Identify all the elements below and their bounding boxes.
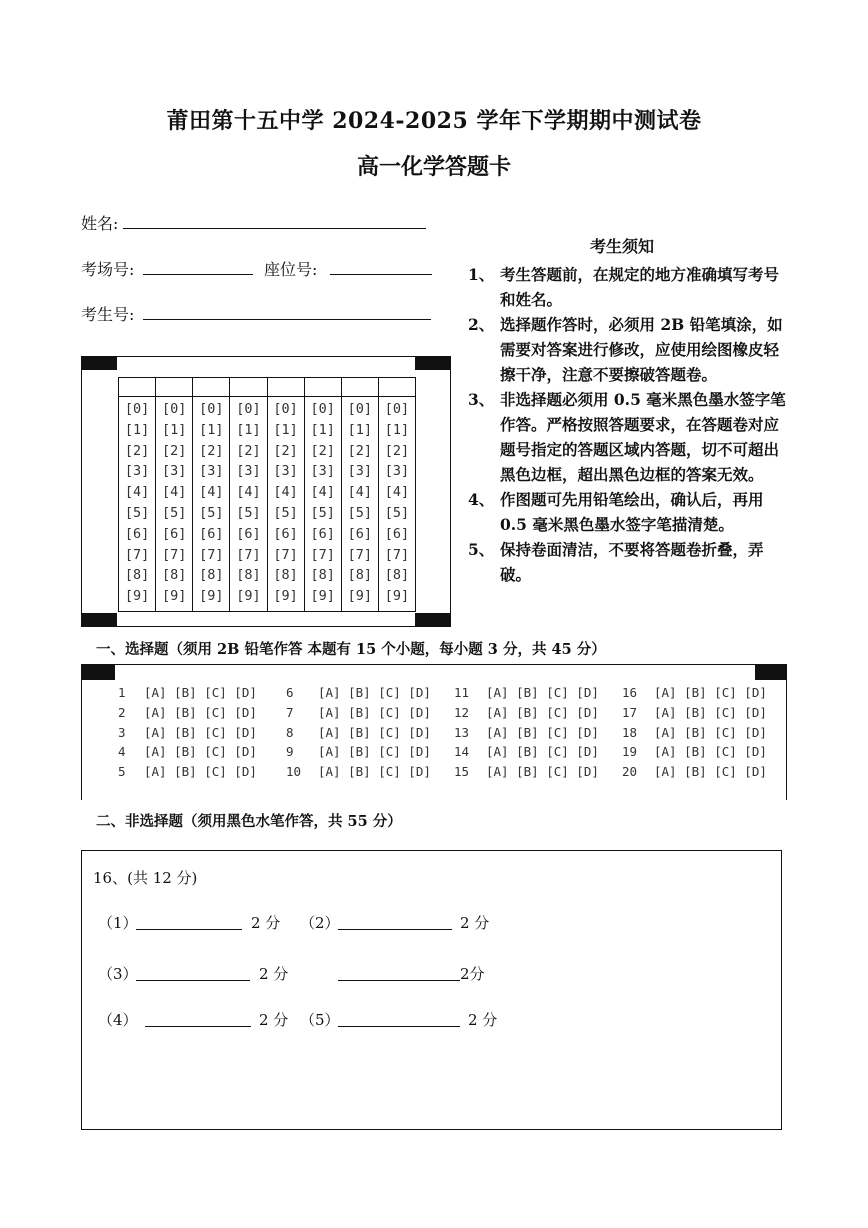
notice-item: 2、 选择题作答时，必须用 2B 铅笔填涂，如需要对答案进行修改，应使用绘图橡皮轻擦干净，注意不要擦破答题卷。	[468, 315, 783, 384]
digit-bubble[interactable]: [6]	[124, 525, 150, 542]
digit-bubble[interactable]: [9]	[384, 588, 410, 605]
digit-bubble[interactable]: [7]	[161, 546, 187, 563]
exam-room-label: 考场号:	[81, 260, 135, 279]
part-3b-score: 2分	[460, 965, 485, 983]
question-number: 15	[454, 764, 470, 780]
question-number: 14	[454, 744, 470, 760]
question-number: 4	[118, 744, 126, 760]
multiple-choice-box	[81, 664, 787, 800]
digit-bubble[interactable]: [5]	[236, 504, 261, 521]
question-number: 8	[286, 724, 294, 740]
digit-bubble[interactable]: [3]	[347, 463, 372, 480]
registration-mark	[81, 664, 115, 680]
digit-bubble[interactable]: [6]	[161, 525, 187, 542]
question-number: 10	[286, 764, 302, 780]
question-number: 13	[454, 724, 470, 740]
seat-label: 座位号:	[264, 260, 318, 279]
question-row	[118, 742, 278, 762]
answer-bubbles[interactable]: [A] [B] [C] [D]	[318, 724, 431, 740]
question-row	[286, 762, 446, 782]
digit-bubble[interactable]: [2]	[310, 442, 335, 459]
registration-mark	[415, 613, 451, 627]
notice-item: 5、 保持卷面清洁，不要将答题卷折叠，弄破。	[468, 540, 764, 584]
digit-bubble[interactable]: [0]	[124, 401, 150, 417]
part-2-answer-line[interactable]	[338, 929, 452, 930]
question-row	[286, 703, 446, 723]
digit-bubble[interactable]: [9]	[347, 588, 372, 605]
part-5-score: 2 分	[468, 1011, 498, 1029]
question-16-title: 16、(共 12 分)	[93, 869, 198, 887]
digit-bubble[interactable]: [8]	[161, 567, 187, 584]
notice-list	[468, 262, 788, 587]
answer-bubbles[interactable]: [A] [B] [C] [D]	[144, 724, 257, 740]
digit-bubble[interactable]: [6]	[384, 525, 410, 542]
question-number: 9	[286, 744, 294, 760]
notice-item: 3、 非选择题必须用 0.5 毫米黑色墨水签字笔作答。严格按照答题要求，在答题卷对应题号指定的答题区域内答题，切不可超出黑色边框，超出黑色边框的答案无效。	[468, 390, 786, 484]
question-number: 2	[118, 704, 126, 720]
digit-bubble[interactable]: [7]	[347, 546, 372, 563]
digit-bubble[interactable]: [8]	[236, 567, 261, 584]
student-id-field[interactable]	[143, 319, 431, 320]
digit-bubble[interactable]: [5]	[273, 504, 298, 521]
section-1-title: 一、选择题（须用 2B 铅笔作答 本题有 15 个小题，每小题 3 分，共 45 分）	[96, 641, 606, 658]
digit-write-row	[118, 377, 416, 397]
question-number: 19	[622, 744, 638, 760]
question-row	[454, 762, 614, 782]
digit-bubble[interactable]: [0]	[347, 401, 372, 417]
answer-bubbles[interactable]: [A] [B] [C] [D]	[654, 764, 767, 780]
answer-bubbles[interactable]: [A] [B] [C] [D]	[144, 704, 257, 720]
question-number: 20	[622, 764, 638, 780]
digit-column	[268, 397, 305, 611]
question-group	[622, 683, 782, 782]
answer-bubbles[interactable]: [A] [B] [C] [D]	[654, 704, 767, 720]
digit-bubble[interactable]: [5]	[124, 504, 150, 521]
question-row	[118, 703, 278, 723]
answer-bubbles[interactable]: [A] [B] [C] [D]	[318, 744, 431, 760]
part-4-label: （4）	[98, 1011, 138, 1029]
digit-column	[230, 397, 267, 611]
digit-bubble[interactable]: [4]	[347, 484, 372, 501]
digit-column	[305, 397, 342, 611]
digit-bubble[interactable]: [8]	[273, 567, 298, 584]
digit-column	[379, 397, 415, 611]
seat-field[interactable]	[330, 274, 432, 275]
question-row	[118, 762, 278, 782]
question-group	[286, 683, 446, 782]
digit-bubble[interactable]: [0]	[236, 401, 261, 417]
question-row	[622, 703, 782, 723]
notice-item: 1、 考生答题前，在规定的地方准确填写考号和姓名。	[468, 265, 780, 309]
question-number: 16	[622, 685, 638, 700]
digit-write-cell[interactable]	[193, 378, 230, 396]
question-number: 12	[454, 704, 470, 720]
part-1-label: （1）	[98, 914, 138, 932]
digit-bubble[interactable]: [2]	[199, 442, 224, 459]
part-4-score: 2 分	[259, 1011, 289, 1029]
digit-bubble[interactable]: [7]	[310, 546, 335, 563]
digit-write-cell[interactable]	[230, 378, 267, 396]
digit-bubble[interactable]: [6]	[236, 525, 261, 542]
digit-bubble[interactable]: [7]	[199, 546, 224, 563]
registration-mark	[415, 356, 451, 370]
question-number: 18	[622, 724, 638, 740]
digit-write-cell[interactable]	[379, 378, 415, 396]
digit-bubble[interactable]: [0]	[384, 401, 410, 417]
notice-item: 4、 作图题可先用铅笔绘出，确认后，再用 0.5 毫米黑色墨水签字笔描清楚。	[468, 490, 764, 534]
digit-bubble[interactable]: [2]	[384, 442, 410, 459]
digit-bubble[interactable]: [9]	[124, 588, 150, 605]
question-row	[622, 742, 782, 762]
answer-bubbles[interactable]: [A] [B] [C] [D]	[486, 764, 599, 780]
answer-bubbles[interactable]: [A] [B] [C] [D]	[144, 744, 257, 760]
digit-bubble[interactable]: [2]	[161, 442, 187, 459]
digit-bubble[interactable]: [4]	[384, 484, 410, 501]
digit-bubble[interactable]: [0]	[199, 401, 224, 417]
answer-bubbles[interactable]: [A] [B] [C] [D]	[144, 764, 257, 780]
digit-bubble[interactable]: [3]	[124, 463, 150, 480]
digit-bubble[interactable]: [1]	[347, 421, 372, 438]
digit-bubble[interactable]: [1]	[384, 421, 410, 438]
question-row	[286, 742, 446, 762]
digit-bubble[interactable]: [9]	[199, 588, 224, 605]
digit-bubble[interactable]: [7]	[273, 546, 298, 563]
digit-column	[193, 397, 230, 611]
exam-number-grid	[81, 356, 451, 627]
digit-bubble[interactable]: [3]	[384, 463, 410, 480]
answer-bubbles[interactable]: [A] [B] [C] [D]	[654, 724, 767, 740]
part-5-label: （5）	[300, 1011, 340, 1029]
digit-bubble[interactable]: [1]	[236, 421, 261, 438]
answer-bubbles[interactable]: [A] [B] [C] [D]	[654, 744, 767, 760]
digit-bubble[interactable]: [9]	[310, 588, 335, 605]
digit-bubble[interactable]: [3]	[236, 463, 261, 480]
part-1-score: 2 分	[251, 914, 281, 932]
digit-bubble[interactable]: [4]	[199, 484, 224, 501]
digit-bubble[interactable]: [8]	[347, 567, 372, 584]
digit-bubble[interactable]: [6]	[273, 525, 298, 542]
digit-bubble[interactable]: [1]	[199, 421, 224, 438]
digit-column	[156, 397, 193, 611]
answer-bubbles[interactable]: [A] [B] [C] [D]	[318, 685, 431, 700]
digit-bubble[interactable]: [4]	[236, 484, 261, 501]
question-row	[454, 683, 614, 703]
registration-mark	[81, 356, 117, 370]
answer-bubbles[interactable]: [A] [B] [C] [D]	[486, 685, 599, 700]
digit-bubble[interactable]: [5]	[384, 504, 410, 521]
student-id-label: 考生号:	[81, 305, 135, 324]
question-number: 11	[454, 685, 470, 700]
digit-bubble[interactable]: [3]	[273, 463, 298, 480]
digit-bubble[interactable]: [1]	[124, 421, 150, 438]
answer-bubbles[interactable]: [A] [B] [C] [D]	[486, 704, 599, 720]
digit-bubble[interactable]: [8]	[199, 567, 224, 584]
part-2-score: 2 分	[460, 914, 490, 932]
digit-bubble[interactable]: [5]	[347, 504, 372, 521]
question-number: 5	[118, 764, 126, 780]
part-5-answer-line[interactable]	[338, 1026, 460, 1027]
digit-bubble[interactable]: [2]	[124, 442, 150, 459]
digit-bubble[interactable]: [0]	[273, 401, 298, 417]
answer-bubbles[interactable]: [A] [B] [C] [D]	[486, 724, 599, 740]
digit-write-cell[interactable]	[268, 378, 305, 396]
question-row	[118, 723, 278, 743]
digit-column	[119, 397, 156, 611]
exam-title: 莆田第十五中学 2024-2025 学年下学期期中测试卷	[166, 108, 702, 134]
question-row	[622, 683, 782, 703]
digit-write-cell[interactable]	[305, 378, 342, 396]
question-number: 17	[622, 704, 638, 720]
question-row	[454, 703, 614, 723]
digit-bubble[interactable]: [7]	[236, 546, 261, 563]
digit-column	[342, 397, 379, 611]
digit-bubble[interactable]: [6]	[347, 525, 372, 542]
question-group	[454, 683, 614, 782]
digit-bubble[interactable]: [5]	[310, 504, 335, 521]
digit-bubble[interactable]: [1]	[310, 421, 335, 438]
digit-bubble[interactable]: [2]	[347, 442, 372, 459]
question-row	[118, 683, 278, 703]
digit-bubble[interactable]: [0]	[161, 401, 187, 417]
answer-bubbles[interactable]: [A] [B] [C] [D]	[486, 744, 599, 760]
digit-bubble[interactable]: [4]	[310, 484, 335, 501]
digit-bubble[interactable]: [8]	[384, 567, 410, 584]
part-1-answer-line[interactable]	[136, 929, 242, 930]
digit-bubble[interactable]: [2]	[273, 442, 298, 459]
registration-mark	[755, 664, 787, 680]
name-label: 姓名:	[81, 214, 119, 233]
digit-write-cell[interactable]	[342, 378, 379, 396]
answer-sheet-subtitle: 高一化学答题卡	[356, 154, 511, 180]
digit-bubble[interactable]: [1]	[161, 421, 187, 438]
question-number: 6	[286, 685, 294, 700]
digit-write-cell[interactable]	[119, 378, 156, 396]
name-field[interactable]	[123, 228, 426, 229]
digit-bubble[interactable]: [6]	[310, 525, 335, 542]
digit-bubble[interactable]: [3]	[199, 463, 224, 480]
digit-bubble-columns	[118, 397, 416, 612]
question-row	[622, 762, 782, 782]
part-3-score: 2 分	[259, 965, 289, 983]
digit-bubble[interactable]: [9]	[161, 588, 187, 605]
digit-write-cell[interactable]	[156, 378, 193, 396]
digit-bubble[interactable]: [5]	[199, 504, 224, 521]
part-4-answer-line[interactable]	[145, 1026, 251, 1027]
question-group	[118, 683, 278, 782]
digit-bubble[interactable]: [9]	[273, 588, 298, 605]
question-row	[286, 723, 446, 743]
question-number: 7	[286, 704, 294, 720]
digit-bubble[interactable]: [4]	[124, 484, 150, 501]
exam-room-field[interactable]	[143, 274, 253, 275]
question-row	[622, 723, 782, 743]
digit-bubble[interactable]: [2]	[236, 442, 261, 459]
answer-bubbles[interactable]: [A] [B] [C] [D]	[318, 764, 431, 780]
digit-bubble[interactable]: [7]	[124, 546, 150, 563]
digit-bubble[interactable]: [4]	[273, 484, 298, 501]
digit-bubble[interactable]: [7]	[384, 546, 410, 563]
notice-title: 考生须知	[590, 237, 655, 256]
section-2-title: 二、非选择题（须用黑色水笔作答，共 55 分）	[96, 813, 402, 830]
digit-bubble[interactable]: [6]	[199, 525, 224, 542]
digit-bubble[interactable]: [5]	[161, 504, 187, 521]
answer-bubbles[interactable]: [A] [B] [C] [D]	[144, 685, 257, 700]
question-number: 3	[118, 724, 126, 740]
digit-bubble[interactable]: [3]	[310, 463, 335, 480]
digit-bubble[interactable]: [4]	[161, 484, 187, 501]
part-2-label: （2）	[300, 914, 340, 932]
registration-mark	[81, 613, 117, 627]
digit-bubble[interactable]: [8]	[310, 567, 335, 584]
part-3-answer-line[interactable]	[136, 980, 250, 981]
question-16-box	[81, 850, 782, 1130]
digit-bubble[interactable]: [8]	[124, 567, 150, 584]
question-row	[454, 742, 614, 762]
part-3-label: （3）	[98, 965, 138, 983]
digit-bubble[interactable]: [9]	[236, 588, 261, 605]
question-number: 1	[118, 685, 126, 700]
question-row	[286, 683, 446, 703]
question-row	[454, 723, 614, 743]
answer-bubbles[interactable]: [A] [B] [C] [D]	[654, 685, 767, 700]
part-3b-answer-line[interactable]	[338, 980, 460, 981]
answer-bubbles[interactable]: [A] [B] [C] [D]	[318, 704, 431, 720]
digit-bubble[interactable]: [3]	[161, 463, 187, 480]
digit-bubble[interactable]: [1]	[273, 421, 298, 438]
digit-bubble[interactable]: [0]	[310, 401, 335, 417]
